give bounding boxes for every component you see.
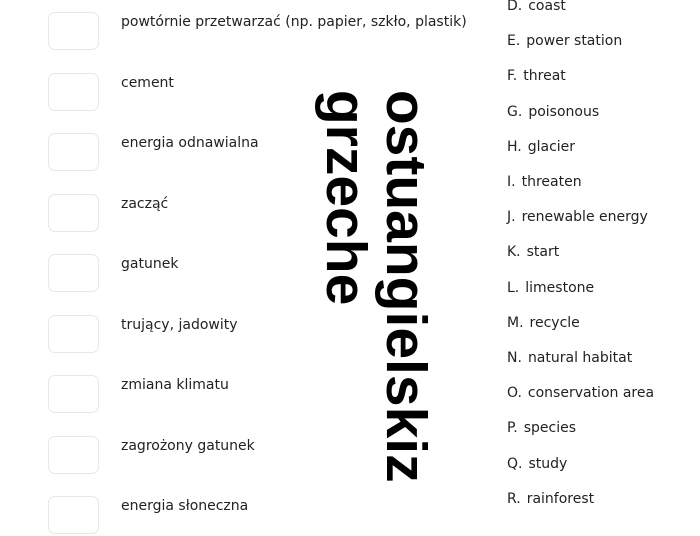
match-row bbox=[0, 12, 467, 52]
option-item bbox=[507, 104, 599, 120]
answer-box[interactable] bbox=[48, 12, 99, 50]
option-word: threaten bbox=[521, 174, 582, 190]
option-word: species bbox=[523, 420, 577, 437]
option-item bbox=[507, 420, 576, 436]
polish-term: gatunek bbox=[121, 256, 179, 272]
polish-term: energia odnawialna bbox=[121, 135, 259, 151]
option-letter: I. bbox=[507, 174, 516, 190]
option-word: power station bbox=[526, 33, 623, 50]
match-row bbox=[0, 496, 249, 536]
option-letter: O. bbox=[507, 385, 522, 402]
option-item bbox=[507, 315, 580, 331]
option-item bbox=[507, 244, 559, 260]
match-row bbox=[0, 436, 255, 476]
polish-term: powtórnie przetwarzać (np. papier, szkło, plastik) bbox=[121, 14, 467, 30]
option-item bbox=[507, 491, 594, 507]
option-letter: D. bbox=[507, 0, 523, 14]
polish-term: trujący, jadowity bbox=[121, 316, 238, 333]
option-letter: L. bbox=[507, 279, 520, 296]
match-row bbox=[0, 315, 238, 355]
option-word: study bbox=[528, 455, 568, 472]
option-letter: P. bbox=[507, 420, 518, 437]
option-letter: N. bbox=[507, 350, 522, 366]
polish-term: cement bbox=[121, 74, 174, 91]
option-letter: R. bbox=[507, 490, 521, 507]
match-row bbox=[0, 254, 179, 294]
option-item bbox=[507, 209, 648, 225]
option-letter: H. bbox=[507, 138, 522, 155]
option-word: coast bbox=[528, 0, 566, 14]
match-row bbox=[0, 194, 169, 234]
option-word: poisonous bbox=[528, 103, 600, 120]
match-row bbox=[0, 73, 174, 113]
answer-box[interactable] bbox=[48, 254, 99, 292]
option-letter: J. bbox=[507, 209, 516, 226]
option-item bbox=[507, 350, 632, 366]
answer-box[interactable] bbox=[48, 194, 99, 232]
option-word: renewable energy bbox=[521, 209, 648, 226]
option-word: glacier bbox=[527, 138, 576, 155]
watermark: ostuangielskizgrzeche bbox=[314, 89, 438, 483]
polish-term: energia słoneczna bbox=[121, 498, 249, 514]
option-item bbox=[507, 33, 622, 49]
option-item bbox=[507, 68, 566, 84]
option-word: recycle bbox=[529, 314, 580, 331]
answer-box[interactable] bbox=[48, 315, 99, 353]
answer-box[interactable] bbox=[48, 73, 99, 111]
option-letter: E. bbox=[507, 33, 521, 50]
option-letter: G. bbox=[507, 103, 523, 120]
answer-box[interactable] bbox=[48, 375, 99, 413]
option-word: conservation area bbox=[527, 385, 655, 402]
option-item bbox=[507, 456, 567, 472]
match-row bbox=[0, 375, 229, 415]
option-word: natural habitat bbox=[527, 350, 633, 366]
option-word: rainforest bbox=[526, 490, 595, 507]
option-word: start bbox=[526, 244, 560, 261]
option-letter: K. bbox=[507, 244, 521, 261]
option-item bbox=[507, 174, 582, 190]
option-word: limestone bbox=[525, 279, 595, 296]
answer-box[interactable] bbox=[48, 496, 99, 534]
option-letter: Q. bbox=[507, 455, 523, 472]
polish-term: zagrożony gatunek bbox=[121, 437, 255, 454]
option-word: threat bbox=[523, 68, 566, 85]
option-item bbox=[507, 139, 575, 155]
polish-term: zmiana klimatu bbox=[121, 377, 229, 393]
match-row bbox=[0, 133, 259, 173]
answer-box[interactable] bbox=[48, 133, 99, 171]
polish-term: zacząć bbox=[121, 195, 169, 212]
option-item bbox=[507, 385, 654, 401]
answer-box[interactable] bbox=[48, 436, 99, 474]
option-letter: F. bbox=[507, 68, 518, 85]
option-item bbox=[507, 280, 594, 296]
option-item bbox=[507, 0, 566, 14]
option-letter: M. bbox=[507, 314, 524, 331]
